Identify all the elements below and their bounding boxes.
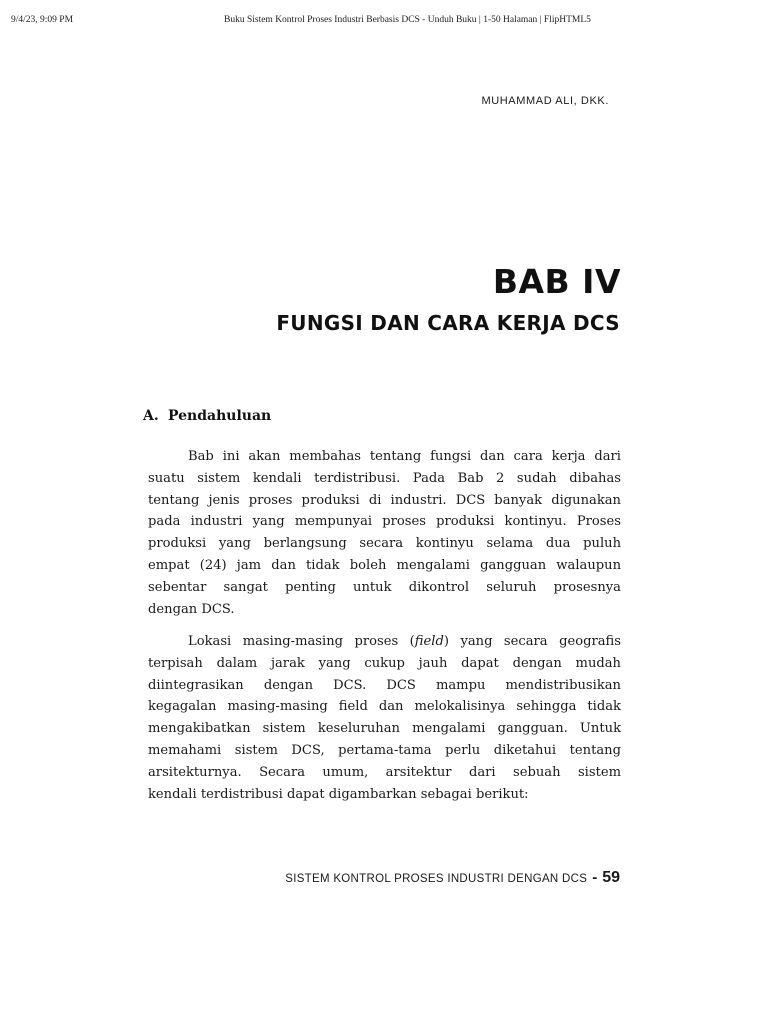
section-title: Pendahuluan xyxy=(168,408,272,424)
paragraph-line: mengakibatkan sistem keseluruhan mengalami gangguan. Untuk xyxy=(148,721,621,737)
print-page-title: Buku Sistem Kontrol Proses Industri Berbasis DCS - Unduh Buku | 1-50 Halaman | FlipHTML5 xyxy=(224,15,591,25)
footer-separator: - xyxy=(592,869,598,886)
paragraph-line: memahami sistem DCS, pertama-tama perlu diketahui tentang xyxy=(148,742,621,758)
paragraph-field-location xyxy=(148,631,621,805)
paragraph-line: empat (24) jam dan tidak boleh mengalami gangguan walaupun xyxy=(148,557,621,573)
footer-book-title: SISTEM KONTROL PROSES INDUSTRI DENGAN DCS xyxy=(285,873,588,885)
page-number: 59 xyxy=(602,869,620,886)
paragraph-line: Bab ini akan membahas tentang fungsi dan cara kerja dari xyxy=(188,449,621,464)
section-heading xyxy=(143,408,271,424)
paragraph-introduction xyxy=(148,446,621,620)
page-footer xyxy=(285,869,620,887)
paragraph-line: arsitekturnya. Secara umum, arsitektur dari sebuah sistem xyxy=(148,764,621,780)
paragraph-line: dengan DCS. xyxy=(148,601,235,617)
chapter-title: FUNGSI DAN CARA KERJA DCS xyxy=(276,311,620,335)
chapter-number: BAB IV xyxy=(492,262,621,301)
print-header xyxy=(0,15,768,29)
section-letter: A. xyxy=(143,408,159,424)
paragraph-text: ) yang secara geografis xyxy=(443,634,621,649)
emphasis-field: field xyxy=(414,634,444,649)
paragraph-line: sebentar sangat penting untuk dikontrol seluruh prosesnya xyxy=(148,579,621,595)
paragraph-line xyxy=(148,631,621,653)
paragraph-line: diintegrasikan dengan DCS. DCS mampu mendistribusikan xyxy=(148,677,621,693)
paragraph-line: kendali terdistribusi dapat digambarkan sebagai berikut: xyxy=(148,786,529,802)
paragraph-line: suatu sistem kendali terdistribusi. Pada Bab 2 sudah dibahas xyxy=(148,470,621,486)
paragraph-line: produksi yang berlangsung secara kontinyu selama dua puluh xyxy=(148,536,621,552)
paragraph-line: kegagalan masing-masing field dan melokalisinya sehingga tidak xyxy=(148,699,621,715)
paragraph-line: tentang jenis proses produksi di industri. DCS banyak digunakan xyxy=(148,492,621,508)
paragraph-text: Lokasi masing-masing proses ( xyxy=(188,634,415,649)
running-head-author: MUHAMMAD ALI, DKK. xyxy=(481,95,609,107)
print-date: 9/4/23, 9:09 PM xyxy=(11,15,74,25)
paragraph-line: pada industri yang mempunyai proses produksi kontinyu. Proses xyxy=(148,514,621,530)
paragraph-line: terpisah dalam jarak yang cukup jauh dapat dengan mudah xyxy=(148,655,621,671)
